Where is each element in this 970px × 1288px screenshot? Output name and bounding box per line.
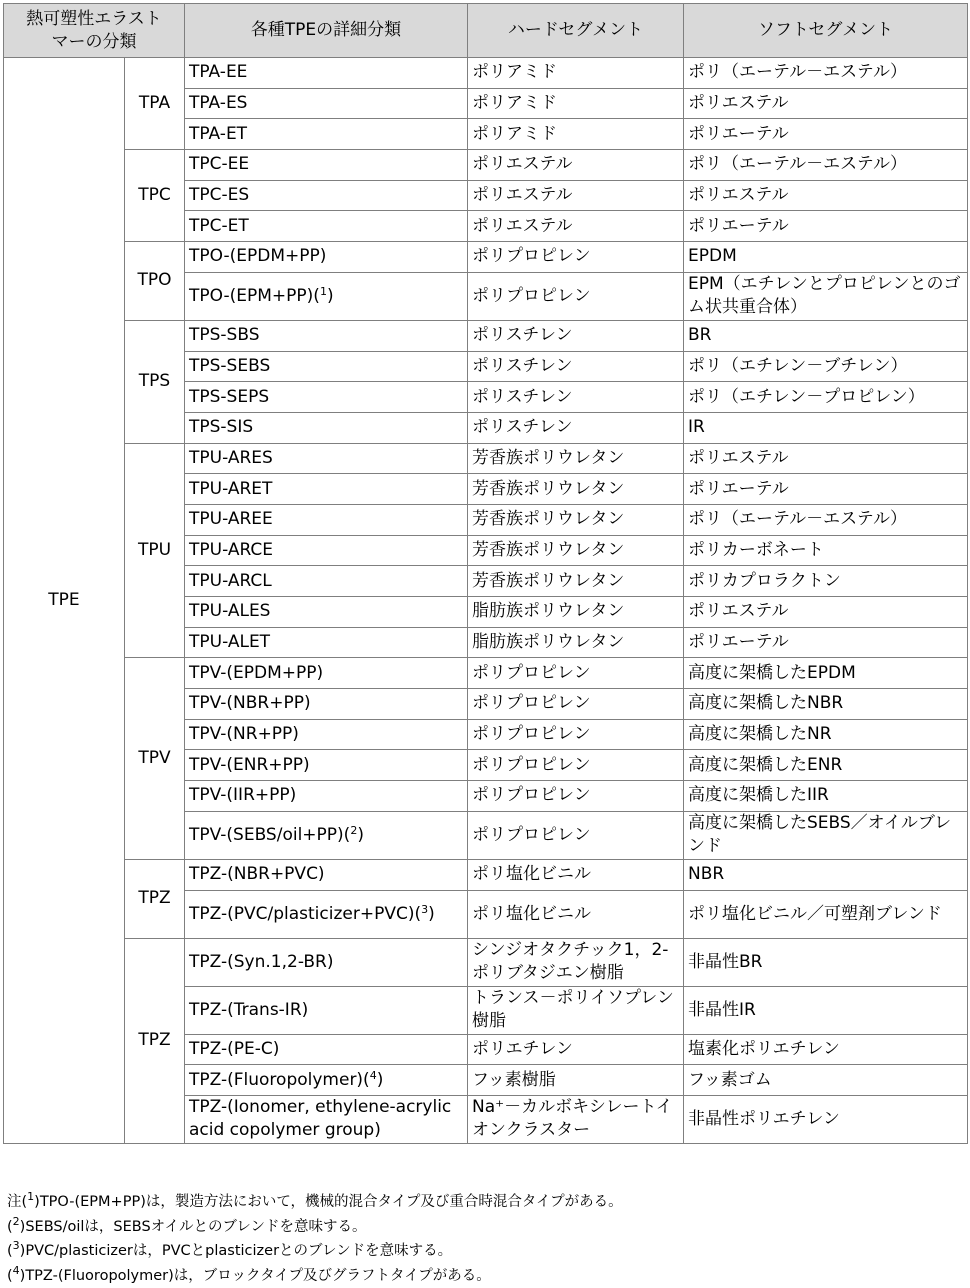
soft-segment-cell: EPM（エチレンとプロピレンとのゴム状共重合体） <box>684 272 968 320</box>
soft-segment-cell: ポリ（エーテル－エステル） <box>684 504 968 535</box>
footnote-line <box>7 1239 967 1264</box>
detail-cell: TPU-AREE <box>185 504 468 535</box>
detail-cell: TPZ-(NBR+PVC) <box>185 859 468 890</box>
header-detail: 各種TPEの詳細分類 <box>185 4 468 58</box>
hard-segment-cell: 芳香族ポリウレタン <box>468 474 684 505</box>
hard-segment-cell: ポリプロピレン <box>468 658 684 689</box>
hard-segment-cell: 芳香族ポリウレタン <box>468 443 684 474</box>
hard-segment-cell: 芳香族ポリウレタン <box>468 566 684 597</box>
table-row <box>4 658 968 689</box>
soft-segment-cell: 非晶性IR <box>684 986 968 1034</box>
detail-cell: TPV-(NR+PP) <box>185 719 468 750</box>
soft-segment-cell: 高度に架橋したIIR <box>684 781 968 812</box>
table-row <box>4 320 968 351</box>
soft-segment-cell: 高度に架橋したNR <box>684 719 968 750</box>
footnotes <box>7 1190 967 1288</box>
soft-segment-cell: ポリエーテル <box>684 627 968 658</box>
detail-text: TPO-(EPM+PP)( <box>189 286 320 306</box>
footnote-number: 3 <box>13 1239 20 1252</box>
hard-segment-cell: 脂肪族ポリウレタン <box>468 597 684 628</box>
soft-segment-cell: 非晶性ポリエチレン <box>684 1095 968 1143</box>
detail-cell: TPU-ARCE <box>185 535 468 566</box>
group-class-cell: TPA <box>125 58 185 150</box>
detail-cell: TPS-SEPS <box>185 382 468 413</box>
footnote-number: 2 <box>13 1215 20 1228</box>
footnote-prefix: ( <box>7 1243 13 1259</box>
hard-segment-cell: ポリプロピレン <box>468 689 684 720</box>
table-body <box>4 58 968 1144</box>
detail-cell: TPV-(NBR+PP) <box>185 689 468 720</box>
hard-segment-cell: ポリスチレン <box>468 412 684 443</box>
detail-text: TPZ-(Fluoropolymer)( <box>189 1070 370 1090</box>
table-row <box>4 938 968 986</box>
group-class-cell: TPS <box>125 320 185 443</box>
detail-cell: TPC-ES <box>185 180 468 211</box>
soft-segment-cell: ポリ塩化ビニル／可塑剤ブレンド <box>684 890 968 938</box>
hard-segment-cell: ポリエステル <box>468 150 684 181</box>
footnote-ref: 4 <box>370 1069 377 1082</box>
group-class-cell: TPU <box>125 443 185 658</box>
footnote-ref: 2 <box>350 824 357 837</box>
header-classification-line1: 熱可塑性エラスト <box>26 9 162 29</box>
soft-segment-cell: ポリエーテル <box>684 119 968 150</box>
detail-cell: TPZ-(PE-C) <box>185 1034 468 1065</box>
hard-segment-cell: ポリアミド <box>468 88 684 119</box>
tpe-classification-table <box>3 3 968 1144</box>
footnote-line <box>7 1215 967 1240</box>
group-class-cell: TPV <box>125 658 185 859</box>
detail-cell: TPA-EE <box>185 58 468 89</box>
soft-segment-cell: 塩素化ポリエチレン <box>684 1034 968 1065</box>
hard-segment-cell: トランス－ポリイソプレン樹脂 <box>468 986 684 1034</box>
table-row <box>4 150 968 181</box>
footnote-prefix: ( <box>7 1219 13 1235</box>
hard-segment-cell: シンジオタクチック1，2-ポリブタジエン樹脂 <box>468 938 684 986</box>
detail-cell: TPV-(EPDM+PP) <box>185 658 468 689</box>
detail-cell <box>185 272 468 320</box>
hard-segment-cell: 脂肪族ポリウレタン <box>468 627 684 658</box>
hard-segment-cell: ポリスチレン <box>468 382 684 413</box>
detail-cell: TPC-EE <box>185 150 468 181</box>
detail-cell: TPU-ALET <box>185 627 468 658</box>
detail-text: TPV-(SEBS/oil+PP)( <box>189 825 350 845</box>
soft-segment-cell: ポリカプロラクトン <box>684 566 968 597</box>
detail-cell: TPU-ARET <box>185 474 468 505</box>
table-row <box>4 859 968 890</box>
detail-text-end: ) <box>327 286 334 306</box>
detail-cell: TPC-ET <box>185 211 468 242</box>
detail-text-end: ) <box>357 825 364 845</box>
table-row <box>4 58 968 89</box>
hard-segment-cell: ポリプロピレン <box>468 719 684 750</box>
footnote-prefix: 注( <box>7 1194 27 1210</box>
table-row <box>4 242 968 273</box>
soft-segment-cell: 高度に架橋したEPDM <box>684 658 968 689</box>
hard-segment-cell: ポリプロピレン <box>468 750 684 781</box>
group-class-cell: TPZ <box>125 859 185 938</box>
detail-cell: TPU-ALES <box>185 597 468 628</box>
soft-segment-cell: ポリ（エチレン－ブチレン） <box>684 351 968 382</box>
detail-cell: TPU-ARES <box>185 443 468 474</box>
footnote-text: )SEBS/oilは，SEBSオイルとのブレンドを意味する。 <box>20 1219 367 1235</box>
hard-segment-cell: ポリエチレン <box>468 1034 684 1065</box>
soft-segment-cell: ポリエーテル <box>684 474 968 505</box>
footnote-line <box>7 1190 967 1215</box>
hard-segment-cell: ポリアミド <box>468 58 684 89</box>
detail-cell: TPS-SIS <box>185 412 468 443</box>
soft-segment-cell: ポリ（エチレン－プロピレン） <box>684 382 968 413</box>
soft-segment-cell: フッ素ゴム <box>684 1065 968 1096</box>
soft-segment-cell: ポリ（エーテル－エステル） <box>684 150 968 181</box>
detail-cell: TPA-ES <box>185 88 468 119</box>
soft-segment-cell: NBR <box>684 859 968 890</box>
soft-segment-cell: 高度に架橋したSEBS／オイルブレンド <box>684 811 968 859</box>
hard-segment-cell: ポリプロピレン <box>468 811 684 859</box>
footnote-text: )PVC/plasticizerは，PVCとplasticizerとのブレンドを意味する。 <box>20 1243 452 1259</box>
detail-text: TPZ-(PVC/plasticizer+PVC)( <box>189 904 421 924</box>
footnote-line <box>7 1264 967 1288</box>
group-class-cell: TPZ <box>125 938 185 1143</box>
soft-segment-cell: 高度に架橋したENR <box>684 750 968 781</box>
detail-text-end: ) <box>428 904 435 924</box>
footnote-number: 1 <box>27 1190 34 1203</box>
header-classification <box>4 4 185 58</box>
header-classification-line2: マーの分類 <box>52 32 137 52</box>
table-row <box>4 443 968 474</box>
soft-segment-cell: ポリカーボネート <box>684 535 968 566</box>
header-soft-segment: ソフトセグメント <box>684 4 968 58</box>
footnote-ref: 3 <box>421 903 428 916</box>
hard-segment-cell: 芳香族ポリウレタン <box>468 504 684 535</box>
soft-segment-cell: BR <box>684 320 968 351</box>
header-row <box>4 4 968 58</box>
detail-cell: TPA-ET <box>185 119 468 150</box>
detail-cell: TPU-ARCL <box>185 566 468 597</box>
hard-segment-cell: フッ素樹脂 <box>468 1065 684 1096</box>
hard-segment-cell: ポリプロピレン <box>468 781 684 812</box>
soft-segment-cell: ポリ（エーテル－エステル） <box>684 58 968 89</box>
hard-segment-cell: Na⁺－カルボキシレートイオンクラスター <box>468 1095 684 1143</box>
detail-cell <box>185 890 468 938</box>
footnote-prefix: ( <box>7 1268 13 1284</box>
detail-cell: TPZ-(Syn.1,2-BR) <box>185 938 468 986</box>
detail-cell: TPZ-(Ionomer, ethylene-acrylic acid copolymer group) <box>185 1095 468 1143</box>
hard-segment-cell: ポリプロピレン <box>468 272 684 320</box>
detail-cell: TPS-SEBS <box>185 351 468 382</box>
soft-segment-cell: 非晶性BR <box>684 938 968 986</box>
detail-cell: TPO-(EPDM+PP) <box>185 242 468 273</box>
footnote-text: )TPZ-(Fluoropolymer)は，ブロックタイプ及びグラフトタイプがある。 <box>20 1268 491 1284</box>
footnote-ref: 1 <box>320 285 327 298</box>
hard-segment-cell: ポリ塩化ビニル <box>468 859 684 890</box>
detail-cell: TPS-SBS <box>185 320 468 351</box>
detail-cell: TPV-(IIR+PP) <box>185 781 468 812</box>
top-class-cell: TPE <box>4 58 125 1144</box>
hard-segment-cell: ポリ塩化ビニル <box>468 890 684 938</box>
footnote-number: 4 <box>13 1264 20 1277</box>
detail-cell <box>185 1065 468 1096</box>
detail-cell: TPZ-(Trans-IR) <box>185 986 468 1034</box>
hard-segment-cell: 芳香族ポリウレタン <box>468 535 684 566</box>
soft-segment-cell: IR <box>684 412 968 443</box>
hard-segment-cell: ポリエステル <box>468 211 684 242</box>
hard-segment-cell: ポリプロピレン <box>468 242 684 273</box>
hard-segment-cell: ポリエステル <box>468 180 684 211</box>
footnote-text: )TPO-(EPM+PP)は，製造方法において，機械的混合タイプ及び重合時混合タイプがある。 <box>34 1194 622 1210</box>
header-hard-segment: ハードセグメント <box>468 4 684 58</box>
group-class-cell: TPC <box>125 150 185 242</box>
soft-segment-cell: ポリエステル <box>684 180 968 211</box>
soft-segment-cell: ポリエステル <box>684 597 968 628</box>
detail-text-end: ) <box>377 1070 384 1090</box>
soft-segment-cell: EPDM <box>684 242 968 273</box>
soft-segment-cell: ポリエステル <box>684 88 968 119</box>
hard-segment-cell: ポリアミド <box>468 119 684 150</box>
hard-segment-cell: ポリスチレン <box>468 320 684 351</box>
group-class-cell: TPO <box>125 242 185 321</box>
soft-segment-cell: ポリエステル <box>684 443 968 474</box>
soft-segment-cell: 高度に架橋したNBR <box>684 689 968 720</box>
detail-cell <box>185 811 468 859</box>
soft-segment-cell: ポリエーテル <box>684 211 968 242</box>
detail-cell: TPV-(ENR+PP) <box>185 750 468 781</box>
hard-segment-cell: ポリスチレン <box>468 351 684 382</box>
